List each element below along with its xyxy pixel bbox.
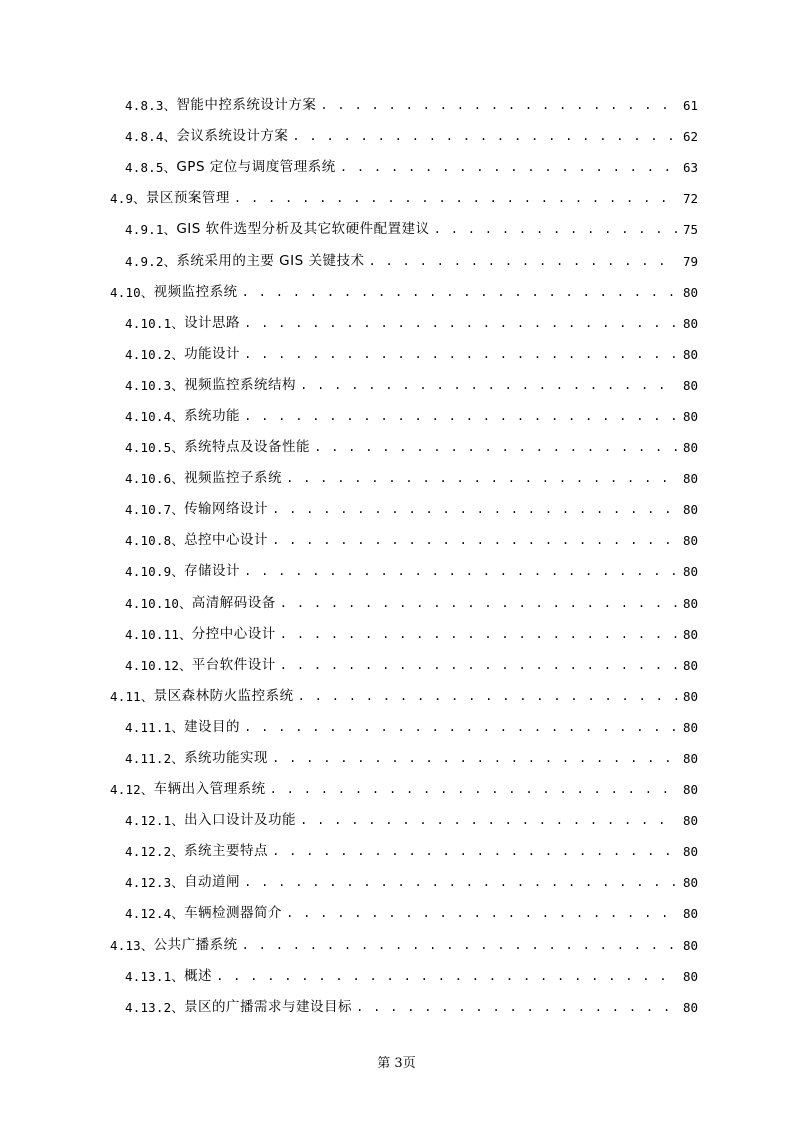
toc-entry-page-number: 80 <box>682 502 698 518</box>
toc-entry[interactable] <box>0 401 793 432</box>
toc-entry[interactable] <box>0 463 793 494</box>
toc-entry-page-number: 80 <box>682 440 698 456</box>
toc-dot-leader <box>280 650 678 681</box>
toc-entry[interactable] <box>0 588 793 619</box>
toc-entry-number: 4.13、 <box>110 937 154 953</box>
toc-entry[interactable] <box>0 836 793 867</box>
toc-entry-number: 4.10.3、 <box>125 377 185 393</box>
toc-dot-leader <box>286 463 678 494</box>
toc-entry-number: 4.10.5、 <box>125 440 185 456</box>
toc-dot-leader <box>298 681 678 712</box>
toc-entry-title: 系统特点及设备性能 <box>184 439 311 456</box>
toc-entry-title: GPS 定位与调度管理系统 <box>176 159 336 176</box>
toc-entry[interactable] <box>0 214 793 245</box>
toc-entry[interactable] <box>0 681 793 712</box>
toc-entry-page-number: 79 <box>682 253 698 269</box>
toc-dot-leader <box>356 992 678 1023</box>
toc-entry-page-number: 80 <box>682 377 698 393</box>
toc-entry-title: 视频监控子系统 <box>184 470 283 487</box>
toc-entry-number: 4.9.2、 <box>125 253 177 269</box>
toc-dot-leader <box>244 556 678 587</box>
toc-entry-title: 高清解码设备 <box>191 594 276 611</box>
toc-entry-title: 设计思路 <box>184 314 241 331</box>
toc-entry-page-number: 80 <box>682 782 698 798</box>
toc-entry-title: 车辆检测器简介 <box>184 905 283 922</box>
toc-dot-leader <box>272 836 678 867</box>
toc-entry[interactable] <box>0 121 793 152</box>
toc-entry-title: 传输网络设计 <box>184 501 269 518</box>
toc-entry-title: 景区预案管理 <box>145 190 230 207</box>
toc-dot-leader <box>272 494 678 525</box>
toc-entry[interactable] <box>0 992 793 1023</box>
toc-dot-leader <box>286 898 678 929</box>
toc-entry-page-number: 80 <box>682 751 698 767</box>
toc-dot-leader <box>368 246 678 277</box>
toc-entry[interactable] <box>0 898 793 929</box>
toc-entry-page-number: 72 <box>682 191 698 207</box>
toc-entry[interactable] <box>0 712 793 743</box>
toc-entry-page-number: 80 <box>682 844 698 860</box>
toc-entry[interactable] <box>0 277 793 308</box>
toc-dot-leader <box>320 90 678 121</box>
toc-entry-title: 视频监控系统结构 <box>184 376 297 393</box>
toc-entry-number: 4.13.1、 <box>125 968 185 984</box>
toc-entry-page-number: 80 <box>682 906 698 922</box>
toc-entry-number: 4.10.11、 <box>125 626 192 642</box>
toc-entry[interactable] <box>0 152 793 183</box>
toc-entry-number: 4.10.1、 <box>125 315 185 331</box>
toc-entry-number: 4.11.2、 <box>125 751 185 767</box>
toc-entry[interactable] <box>0 961 793 992</box>
toc-entry-title: 会议系统设计方案 <box>176 128 289 145</box>
toc-entry-number: 4.10.4、 <box>125 408 185 424</box>
toc-entry-page-number: 80 <box>682 626 698 642</box>
toc-dot-leader <box>244 401 678 432</box>
toc-entry-title: 功能设计 <box>184 345 241 362</box>
table-of-contents <box>0 90 793 1023</box>
toc-entry-number: 4.12.4、 <box>125 906 185 922</box>
toc-entry-number: 4.10.8、 <box>125 533 185 549</box>
toc-entry[interactable] <box>0 867 793 898</box>
toc-entry[interactable] <box>0 743 793 774</box>
toc-entry-title: 系统功能实现 <box>184 750 269 767</box>
toc-entry-number: 4.10.7、 <box>125 502 185 518</box>
toc-entry-page-number: 80 <box>682 813 698 829</box>
toc-dot-leader <box>270 774 678 805</box>
toc-entry[interactable] <box>0 370 793 401</box>
toc-entry-title: 智能中控系统设计方案 <box>176 97 317 114</box>
toc-entry-title: 公共广播系统 <box>153 936 238 953</box>
toc-entry-page-number: 62 <box>682 129 698 145</box>
toc-entry-number: 4.11.1、 <box>125 719 185 735</box>
toc-entry-title: 存储设计 <box>184 563 241 580</box>
toc-entry-page-number: 80 <box>682 937 698 953</box>
toc-entry-number: 4.10.9、 <box>125 564 185 580</box>
toc-dot-leader <box>272 525 678 556</box>
toc-dot-leader <box>216 961 678 992</box>
toc-entry-title: 总控中心设计 <box>184 532 269 549</box>
toc-entry-page-number: 80 <box>682 719 698 735</box>
toc-entry[interactable] <box>0 774 793 805</box>
toc-entry-page-number: 61 <box>682 98 698 114</box>
toc-dot-leader <box>340 152 678 183</box>
toc-entry-title: 车辆出入管理系统 <box>153 781 266 798</box>
toc-entry-title: 系统采用的主要 GIS 关键技术 <box>176 252 365 269</box>
toc-entry-page-number: 80 <box>682 657 698 673</box>
toc-entry-title: 景区的广播需求与建设目标 <box>184 998 353 1015</box>
toc-entry[interactable] <box>0 556 793 587</box>
toc-entry-page-number: 75 <box>682 222 698 238</box>
toc-entry[interactable] <box>0 650 793 681</box>
toc-entry[interactable] <box>0 245 793 276</box>
toc-entry-title: 平台软件设计 <box>191 656 276 673</box>
toc-entry-number: 4.10.6、 <box>125 471 185 487</box>
toc-dot-leader <box>300 805 678 836</box>
toc-dot-leader <box>300 370 678 401</box>
page-footer <box>0 1052 793 1071</box>
toc-entry-page-number: 80 <box>682 968 698 984</box>
toc-entry[interactable] <box>0 619 793 650</box>
toc-entry-number: 4.9、 <box>110 191 146 207</box>
toc-dot-leader <box>244 339 678 370</box>
toc-dot-leader <box>244 308 678 339</box>
toc-entry-page-number: 80 <box>682 346 698 362</box>
toc-entry-number: 4.8.4、 <box>125 129 177 145</box>
toc-entry-number: 4.13.2、 <box>125 999 185 1015</box>
toc-entry-number: 4.11、 <box>110 688 154 704</box>
toc-entry-page-number: 80 <box>682 688 698 704</box>
page-number-label: 第 3页 <box>377 1056 416 1071</box>
toc-entry[interactable] <box>0 339 793 370</box>
toc-entry-number: 4.10.10、 <box>125 595 192 611</box>
toc-entry-title: 视频监控系统 <box>153 283 238 300</box>
toc-entry-page-number: 80 <box>682 875 698 891</box>
toc-entry-title: GIS 软件选型分析及其它软硬件配置建议 <box>176 221 430 238</box>
toc-dot-leader <box>272 743 678 774</box>
toc-entry-number: 4.12.3、 <box>125 875 185 891</box>
toc-dot-leader <box>280 619 678 650</box>
toc-entry-page-number: 80 <box>682 999 698 1015</box>
toc-entry-page-number: 80 <box>682 315 698 331</box>
toc-entry-number: 4.9.1、 <box>125 222 177 238</box>
toc-entry-title: 概述 <box>184 967 213 984</box>
toc-entry-title: 景区森林防火监控系统 <box>153 687 294 704</box>
toc-entry[interactable] <box>0 183 793 214</box>
toc-entry-title: 建设目的 <box>184 718 241 735</box>
toc-entry-page-number: 80 <box>682 595 698 611</box>
toc-entry-page-number: 80 <box>682 284 698 300</box>
toc-entry[interactable] <box>0 90 793 121</box>
toc-dot-leader <box>244 712 678 743</box>
toc-entry-number: 4.10、 <box>110 284 154 300</box>
toc-entry[interactable] <box>0 525 793 556</box>
toc-entry-number: 4.8.5、 <box>125 160 177 176</box>
toc-dot-leader <box>280 588 678 619</box>
toc-dot-leader <box>314 432 678 463</box>
toc-entry-title: 出入口设计及功能 <box>184 812 297 829</box>
toc-entry[interactable] <box>0 432 793 463</box>
toc-dot-leader <box>244 867 678 898</box>
toc-dot-leader <box>434 214 678 245</box>
toc-entry[interactable] <box>0 494 793 525</box>
toc-dot-leader <box>242 277 678 308</box>
toc-entry-page-number: 63 <box>682 160 698 176</box>
toc-entry-title: 分控中心设计 <box>191 625 276 642</box>
toc-entry[interactable] <box>0 805 793 836</box>
toc-entry-number: 4.12.2、 <box>125 844 185 860</box>
toc-entry-page-number: 80 <box>682 564 698 580</box>
toc-entry[interactable] <box>0 308 793 339</box>
toc-entry-number: 4.10.12、 <box>125 657 192 673</box>
toc-entry-page-number: 80 <box>682 408 698 424</box>
toc-entry-number: 4.8.3、 <box>125 98 177 114</box>
toc-entry-title: 系统主要特点 <box>184 843 269 860</box>
toc-entry-number: 4.12.1、 <box>125 813 185 829</box>
toc-dot-leader <box>242 930 678 961</box>
toc-entry-number: 4.10.2、 <box>125 346 185 362</box>
toc-entry-page-number: 80 <box>682 533 698 549</box>
toc-dot-leader <box>292 121 678 152</box>
toc-entry[interactable] <box>0 930 793 961</box>
toc-entry-page-number: 80 <box>682 471 698 487</box>
toc-dot-leader <box>234 183 678 214</box>
toc-entry-title: 系统功能 <box>184 407 241 424</box>
toc-entry-title: 自动道闸 <box>184 874 241 891</box>
toc-entry-number: 4.12、 <box>110 782 154 798</box>
